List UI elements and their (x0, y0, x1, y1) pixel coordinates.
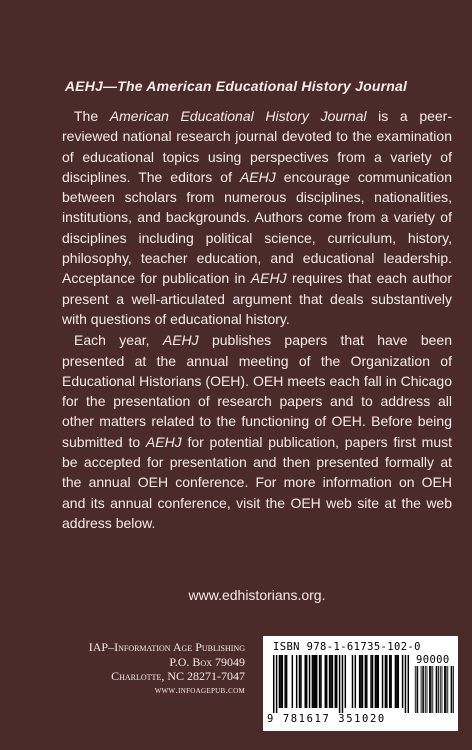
barcode-bar (280, 655, 281, 708)
addon-bar (442, 666, 443, 713)
addon-bar (440, 666, 441, 713)
barcode-bar (304, 655, 305, 708)
barcode-bar (284, 655, 285, 708)
text-run: is a peer-reviewed national research journal devoted to the examination of educational topics using perspectives from a variety of disciplines. The editors of (62, 108, 453, 185)
barcode-bar (276, 655, 277, 713)
addon-bar (447, 666, 448, 713)
addon-bar (444, 666, 445, 713)
barcode-bar (330, 655, 331, 708)
barcode-bar (395, 655, 396, 708)
barcode-bar (279, 655, 280, 708)
addon-bar (451, 666, 452, 713)
publisher-address-2: Charlotte, NC 28271-7047 (111, 669, 245, 684)
barcode-bar (405, 655, 406, 713)
addon-bar (417, 666, 418, 713)
addon-bar (417, 666, 418, 713)
addon-bar (429, 666, 430, 713)
addon-barcode-bars (414, 666, 454, 713)
barcode-bar (282, 655, 283, 708)
barcode-bar (306, 655, 307, 708)
addon-bar (422, 666, 423, 713)
barcode-bar (299, 655, 300, 708)
barcode-bar (320, 655, 321, 708)
barcode-bar (325, 655, 326, 708)
addon-bar (436, 666, 437, 713)
text-run: The (74, 108, 110, 124)
barcode-bar (365, 655, 366, 708)
text-run: Each year, (74, 332, 163, 349)
barcode-bar (362, 655, 363, 708)
addon-bar (415, 666, 416, 713)
barcode-bar (335, 655, 336, 708)
italic-run: AEHJ (162, 332, 199, 349)
barcode-bar (332, 655, 333, 708)
italic-run: AEHJ (250, 270, 287, 287)
addon-bar (445, 666, 446, 713)
addon-bar (423, 666, 424, 713)
text-run: for potential publication, papers first must be accepted for presentation and then presented formally at the annual OEH conference. For more information on OEH and its annual conference, visit the OEH web site at the web address below. (62, 433, 452, 531)
addon-bar (430, 666, 431, 713)
publisher-website: www.infoagepub.com (154, 685, 245, 696)
addon-bar (452, 666, 453, 713)
barcode-bar (372, 655, 373, 708)
barcode-bar (382, 655, 383, 708)
text-run: requires that each author present a well-articulated argument that deals substantively with questions of educational history. (62, 270, 453, 327)
addon-bar (421, 666, 422, 713)
barcode-bar (339, 655, 340, 713)
addon-bar (438, 666, 439, 713)
barcode-bar (378, 655, 379, 708)
barcode-bar (345, 655, 346, 708)
publisher-address-1: P.O. Box 79049 (169, 654, 245, 669)
barcode-bar (359, 655, 360, 708)
barcode-bar (273, 655, 274, 713)
ean-barcode-bars (273, 655, 409, 713)
barcode-bar (375, 655, 376, 708)
barcode-bar (355, 655, 356, 708)
barcode-bar (398, 655, 399, 708)
addon-bar (431, 666, 432, 713)
description-paragraph-1 (62, 106, 452, 329)
barcode-bar (286, 655, 287, 708)
text-run: publishes papers that have been presented at the annual meeting of the Organization of Educational Historians (OEH). OEH meets each fall in Chicago for the presentation of research papers and to address all other matters related to the functioning of OEH. Before being submitted to (62, 332, 452, 450)
barcode-bar (312, 655, 313, 708)
barcode-bar (292, 655, 293, 708)
barcode-bar (313, 655, 314, 708)
barcode-bar (329, 655, 330, 708)
barcode-bar (296, 655, 297, 708)
publisher-name-rest: Information Age Publishing (114, 640, 245, 654)
barcode-bar (366, 655, 367, 708)
italic-run: AEHJ (239, 168, 276, 185)
barcode-bar (370, 655, 371, 708)
barcode-bar (336, 655, 337, 708)
barcode-bar (316, 655, 317, 708)
addon-bar (427, 666, 428, 713)
addon-bar (453, 666, 454, 713)
journal-heading: AEHJ—The American Educational History Journal (64, 78, 408, 94)
barcode-digits: 9 781617 351020 (267, 713, 386, 725)
description-paragraph-2 (62, 330, 452, 533)
barcode-bar (396, 655, 397, 708)
isbn-label: ISBN 978-1-61735-102-0 (273, 641, 421, 653)
publisher-name (59, 640, 245, 655)
publisher-prefix: IAP– (88, 640, 115, 654)
publisher-block (59, 640, 245, 698)
barcode-bar (408, 655, 409, 713)
text-run: encourage communication between scholars from numerous disciplines, nationalities, institutions, and backgrounds. Authors come from a variety of disciplines including political science, curriculum, history, philosophy, teacher education, and educational leadership. Acceptance for publication in (62, 168, 452, 287)
isbn-barcode (263, 636, 458, 731)
price-code: 90000 (416, 654, 450, 666)
barcode-bar (352, 655, 353, 708)
barcode-bar (385, 655, 386, 708)
addon-bar (437, 666, 438, 713)
description-text (62, 106, 452, 533)
barcode-bar (342, 655, 343, 713)
barcode-bar (300, 655, 301, 708)
addon-bar (425, 666, 426, 713)
barcode-bar (360, 655, 361, 708)
barcode-bar (376, 655, 377, 708)
barcode-bar (315, 655, 316, 708)
barcode-bar (309, 655, 310, 708)
addon-bar (446, 666, 447, 713)
italic-run: American Educational History Journal (109, 108, 367, 124)
barcode-bar (386, 655, 387, 708)
barcode-bar (319, 655, 320, 708)
italic-run: AEHJ (145, 433, 182, 450)
barcode-bar (390, 655, 391, 708)
addon-bar (432, 666, 433, 713)
oeh-website: www.edhistorians.org. (188, 587, 326, 603)
barcode-bar (389, 655, 390, 708)
barcode-bar (402, 655, 403, 708)
barcode-bar (326, 655, 327, 708)
